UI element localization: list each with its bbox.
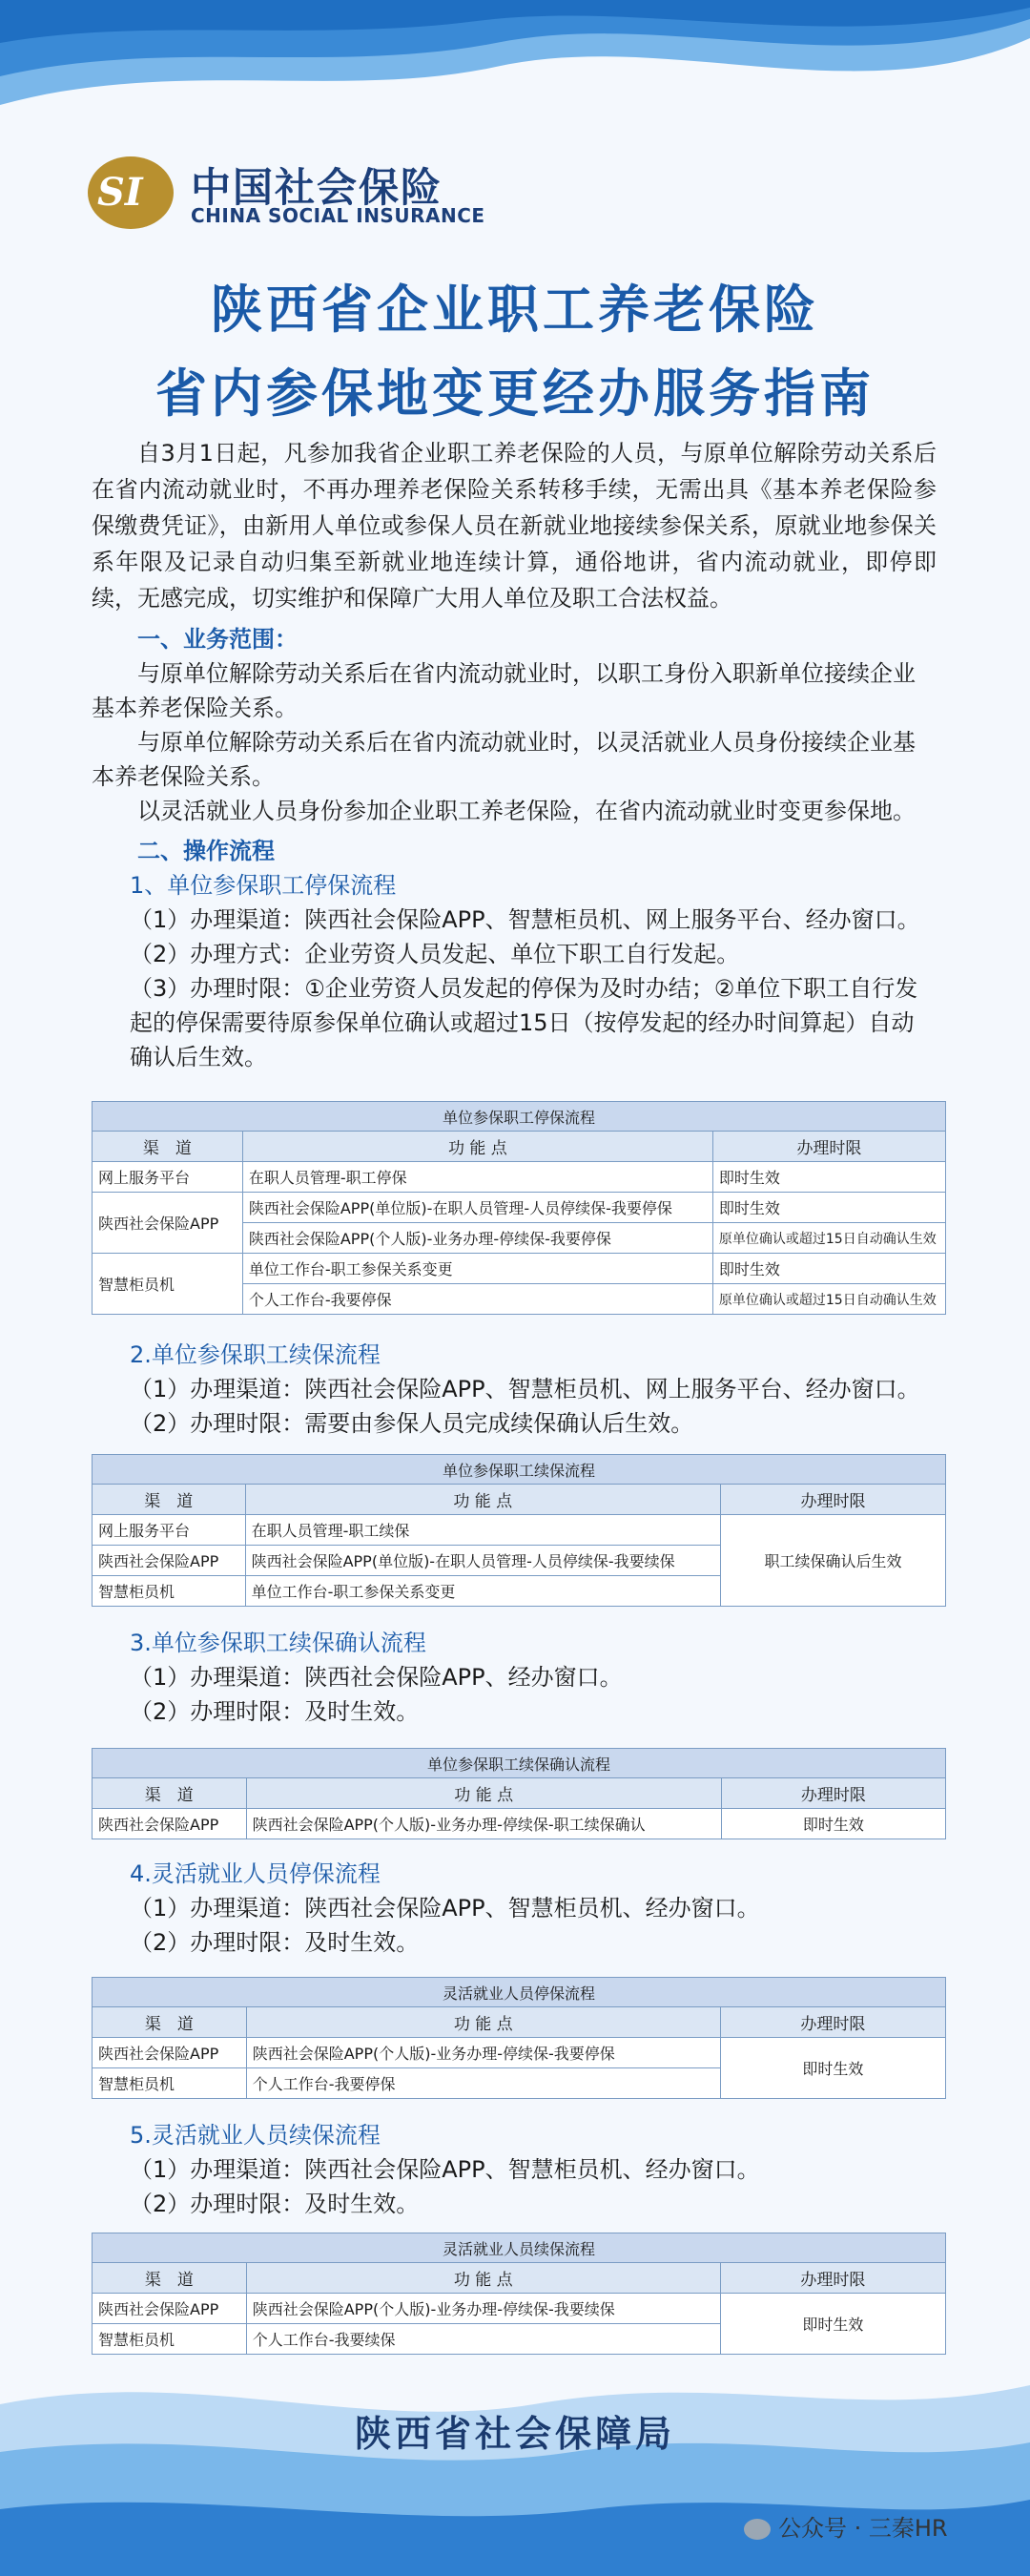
s3-line-1: （1）办理渠道：陕西社会保险APP、经办窗口。 <box>130 1664 623 1691</box>
column-header: 渠 道 <box>93 2007 247 2038</box>
function-cell: 陕西社会保险APP(个人版)-业务办理-停续保-我要续保 <box>246 2294 720 2324</box>
function-cell: 陕西社会保险APP(个人版)-业务办理-停续保-我要停保 <box>246 2038 720 2068</box>
function-cell: 个人工作台-我要续保 <box>246 2324 720 2355</box>
wechat-account-label: 公众号 · 三秦HR <box>778 2515 948 2542</box>
process-section-2 <box>92 1338 937 1441</box>
column-header: 办理时限 <box>712 1132 945 1162</box>
table-row <box>93 1254 946 1284</box>
table-caption: 灵活就业人员停保流程 <box>93 1978 946 2007</box>
column-header: 功 能 点 <box>245 1485 720 1515</box>
time-cell: 即时生效 <box>720 2294 945 2355</box>
channel-cell: 网上服务平台 <box>93 1515 246 1546</box>
channel-cell: 陕西社会保险APP <box>93 2294 247 2324</box>
china-social-insurance-logo <box>88 151 488 237</box>
time-cell: 即时生效 <box>712 1193 945 1223</box>
s1-title: 1、单位参保职工停保流程 <box>130 872 397 899</box>
column-header: 功 能 点 <box>246 2007 720 2038</box>
function-cell: 个人工作台-我要停保 <box>242 1284 712 1315</box>
function-cell: 在职人员管理-职工续保 <box>245 1515 720 1546</box>
channel-cell: 智慧柜员机 <box>93 1254 243 1315</box>
column-header: 渠 道 <box>93 1132 243 1162</box>
si-logo-mark: SI <box>88 156 174 229</box>
intro-paragraph: 自3月1日起，凡参加我省企业职工养老保险的人员，与原单位解除劳动关系后在省内流动就业时，不再办理养老保险关系转移手续，无需出具《基本养老保险参保缴费凭证》，由新用人单位或参保人员在新就业地接续参保关系，原就业地参保关系年限及记录自动归集至新就业地连续计算，通俗地讲，省内流动就业，即停即续，无感完成，切实维护和保障广大用人单位及职工合法权益。 <box>92 440 937 612</box>
time-cell: 职工续保确认后生效 <box>720 1515 945 1607</box>
function-cell: 个人工作台-我要停保 <box>246 2068 720 2099</box>
channel-cell: 陕西社会保险APP <box>93 1193 243 1254</box>
wechat-watermark <box>744 2509 948 2543</box>
channel-cell: 陕西社会保险APP <box>93 2038 247 2068</box>
time-cell: 即时生效 <box>712 1254 945 1284</box>
s3-title: 3.单位参保职工续保确认流程 <box>130 1630 426 1656</box>
channel-cell: 智慧柜员机 <box>93 2324 247 2355</box>
time-cell: 原单位确认或超过15日自动确认生效 <box>712 1223 945 1254</box>
function-cell: 陕西社会保险APP(单位版)-在职人员管理-人员停续保-我要停保 <box>242 1193 712 1223</box>
channel-cell: 网上服务平台 <box>93 1162 243 1193</box>
column-header: 功 能 点 <box>242 1132 712 1162</box>
scope-item-3: 以灵活就业人员身份参加企业职工养老保险，在省内流动就业时变更参保地。 <box>137 798 916 824</box>
s1-line-3: （3）办理时限：①企业劳资人员发起的停保为及时办结；②单位下职工自行发起的停保需要待原参保单位确认或超过15日（按停发起的经办时间算起）自动确认后生效。 <box>130 975 918 1070</box>
scope-item-1: 与原单位解除劳动关系后在省内流动就业时，以职工身份入职新单位接续企业基本养老保险关系。 <box>92 660 916 721</box>
top-wave-decoration <box>0 0 1030 143</box>
channel-cell: 陕西社会保险APP <box>93 1809 247 1839</box>
process-section-1 <box>92 834 937 1074</box>
process-section-4 <box>92 1857 937 1960</box>
table-s2 <box>92 1454 946 1607</box>
s4-line-2: （2）办理时限：及时生效。 <box>130 1929 420 1956</box>
channel-cell: 智慧柜员机 <box>93 2068 247 2099</box>
function-cell: 陕西社会保险APP(单位版)-在职人员管理-人员停续保-我要续保 <box>245 1546 720 1576</box>
s4-title: 4.灵活就业人员停保流程 <box>130 1860 381 1887</box>
table-caption: 灵活就业人员续保流程 <box>93 2233 946 2263</box>
table-caption: 单位参保职工续保流程 <box>93 1455 946 1485</box>
scope-item-2: 与原单位解除劳动关系后在省内流动就业时，以灵活就业人员身份接续企业基本养老保险关系。 <box>92 729 916 790</box>
s5-title: 5.灵活就业人员续保流程 <box>130 2122 381 2149</box>
table-row <box>93 2038 946 2068</box>
bottom-wave-decoration <box>0 2366 1030 2576</box>
column-header: 渠 道 <box>93 2263 247 2294</box>
table-row <box>93 1162 946 1193</box>
column-header: 功 能 点 <box>246 1778 721 1809</box>
process-section-3 <box>92 1626 937 1729</box>
table-s5 <box>92 2233 946 2355</box>
page-title-line2: 省内参保地变更经办服务指南 <box>155 364 875 424</box>
function-cell: 单位工作台-职工参保关系变更 <box>245 1576 720 1607</box>
s3-line-2: （2）办理时限：及时生效。 <box>130 1698 420 1725</box>
time-cell: 即时生效 <box>712 1162 945 1193</box>
s5-line-1: （1）办理渠道：陕西社会保险APP、智慧柜员机、经办窗口。 <box>130 2156 760 2183</box>
time-cell: 即时生效 <box>721 1809 945 1839</box>
time-cell: 原单位确认或超过15日自动确认生效 <box>712 1284 945 1315</box>
s4-line-1: （1）办理渠道：陕西社会保险APP、智慧柜员机、经办窗口。 <box>130 1895 760 1922</box>
table-row <box>93 1809 946 1839</box>
column-header: 渠 道 <box>93 1778 247 1809</box>
table-row <box>93 2294 946 2324</box>
time-cell: 即时生效 <box>720 2038 945 2099</box>
column-header: 办理时限 <box>720 1485 945 1515</box>
function-cell: 在职人员管理-职工停保 <box>242 1162 712 1193</box>
process-heading: 二、操作流程 <box>137 838 275 864</box>
s2-title: 2.单位参保职工续保流程 <box>130 1341 381 1368</box>
table-row <box>93 1193 946 1223</box>
s1-line-2: （2）办理方式：企业劳资人员发起、单位下职工自行发起。 <box>130 941 740 967</box>
scope-section <box>92 622 937 828</box>
table-s4 <box>92 1977 946 2099</box>
logo-chinese-text: 中国社会保险 <box>191 164 443 211</box>
channel-cell: 智慧柜员机 <box>93 1576 246 1607</box>
s1-line-1: （1）办理渠道：陕西社会保险APP、智慧柜员机、网上服务平台、经办窗口。 <box>130 906 920 933</box>
s2-line-2: （2）办理时限：需要由参保人员完成续保确认后生效。 <box>130 1410 694 1437</box>
function-cell: 陕西社会保险APP(个人版)-业务办理-停续保-职工续保确认 <box>246 1809 721 1839</box>
table-row <box>93 1515 946 1546</box>
s2-line-1: （1）办理渠道：陕西社会保险APP、智慧柜员机、网上服务平台、经办窗口。 <box>130 1376 920 1402</box>
column-header: 渠 道 <box>93 1485 246 1515</box>
column-header: 办理时限 <box>721 1778 945 1809</box>
function-cell: 单位工作台-职工参保关系变更 <box>242 1254 712 1284</box>
table-caption: 单位参保职工续保确认流程 <box>93 1749 946 1778</box>
column-header: 办理时限 <box>720 2007 945 2038</box>
page-title-line1: 陕西省企业职工养老保险 <box>211 280 819 340</box>
logo-english-text: CHINA SOCIAL INSURANCE <box>191 204 485 227</box>
wechat-icon <box>744 2519 771 2540</box>
issuer-footer: 陕西省社会保障局 <box>354 2413 675 2455</box>
scope-heading: 一、业务范围： <box>137 626 298 653</box>
column-header: 办理时限 <box>720 2263 945 2294</box>
channel-cell: 陕西社会保险APP <box>93 1546 246 1576</box>
function-cell: 陕西社会保险APP(个人版)-业务办理-停续保-我要停保 <box>242 1223 712 1254</box>
s5-line-2: （2）办理时限：及时生效。 <box>130 2191 420 2217</box>
table-s1 <box>92 1101 946 1315</box>
column-header: 功 能 点 <box>246 2263 720 2294</box>
process-section-5 <box>92 2118 937 2221</box>
table-s3 <box>92 1748 946 1839</box>
table-caption: 单位参保职工停保流程 <box>93 1102 946 1132</box>
